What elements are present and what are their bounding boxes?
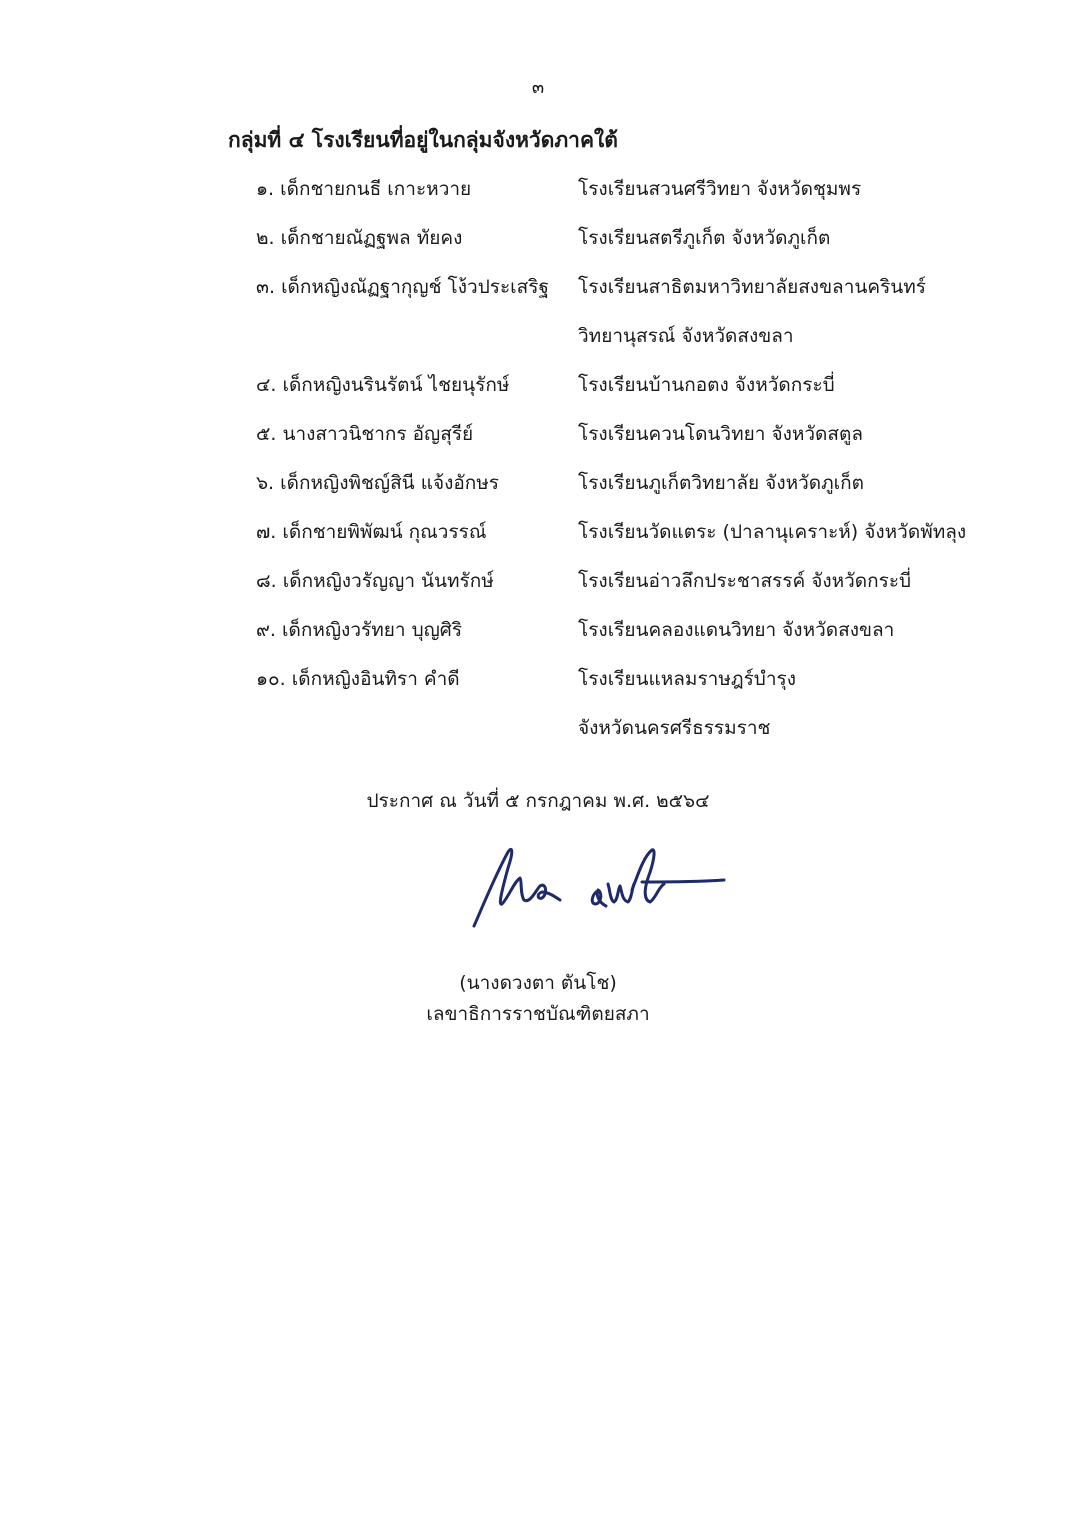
school-name: โรงเรียนสวนศรีวิทยา จังหวัดชุมพร xyxy=(578,178,862,200)
school-name: โรงเรียนสาธิตมหาวิทยาลัยสงขลานครินทร์ xyxy=(578,276,926,298)
announcement-date: ประกาศ ณ วันที่ ๕ กรกฎาคม พ.ศ. ๒๕๖๔ xyxy=(366,790,710,812)
group-heading: กลุ่มที่ ๔ โรงเรียนที่อยู่ในกลุ่มจังหวัดภาคใต้ xyxy=(228,128,618,152)
list-item xyxy=(0,517,1076,547)
school-name: โรงเรียนวัดแตระ (ปาลานุเคราะห์) จังหวัดพัทลุง xyxy=(578,521,967,543)
student-name: ๓. เด็กหญิงณัฏฐากุญช์ โง้วประเสริฐ xyxy=(256,276,549,298)
school-name: โรงเรียนบ้านกอตง จังหวัดกระบี่ xyxy=(578,374,835,396)
signer-name: (นางดวงตา ตันโช) xyxy=(459,972,617,994)
list-item-continuation xyxy=(0,321,1076,351)
list-item xyxy=(0,223,1076,253)
school-name: โรงเรียนแหลมราษฎร์บำรุง xyxy=(578,668,797,690)
student-name: ๘. เด็กหญิงวรัญญา นันทรักษ์ xyxy=(256,570,494,592)
school-name: โรงเรียนคลองแดนวิทยา จังหวัดสงขลา xyxy=(578,619,895,641)
student-name: ๗. เด็กชายพิพัฒน์ กุณวรรณ์ xyxy=(256,521,487,543)
student-name: ๔. เด็กหญิงนรินรัตน์ ไชยนุรักษ์ xyxy=(256,374,510,396)
school-name: โรงเรียนสตรีภูเก็ต จังหวัดภูเก็ต xyxy=(578,227,831,249)
list-item xyxy=(0,174,1076,204)
school-name: โรงเรียนอ่าวลึกประชาสรรค์ จังหวัดกระบี่ xyxy=(578,570,912,592)
signature-image xyxy=(468,838,738,938)
page-number: ๓ xyxy=(531,77,545,98)
signer-title: เลขาธิการราชบัณฑิตยสภา xyxy=(426,1003,650,1025)
school-name-continued: วิทยานุสรณ์ จังหวัดสงขลา xyxy=(578,325,794,347)
list-item xyxy=(0,272,1076,302)
list-item xyxy=(0,468,1076,498)
list-item-continuation xyxy=(0,713,1076,743)
list-item xyxy=(0,370,1076,400)
list-item xyxy=(0,615,1076,645)
student-name: ๙. เด็กหญิงวรัทยา บุญศิริ xyxy=(256,619,463,641)
school-name: โรงเรียนควนโดนวิทยา จังหวัดสตูล xyxy=(578,423,863,445)
student-name: ๖. เด็กหญิงพิชญ์สินี แจ้งอักษร xyxy=(256,472,500,494)
student-name: ๒. เด็กชายณัฏฐพล ทัยคง xyxy=(256,227,463,249)
student-name: ๕. นางสาวนิชากร อัญสุรีย์ xyxy=(256,423,474,445)
student-name: ๑๐. เด็กหญิงอินทิรา คำดี xyxy=(256,668,460,690)
list-item xyxy=(0,566,1076,596)
list-item xyxy=(0,419,1076,449)
student-name: ๑. เด็กชายกนธี เกาะหวาย xyxy=(256,178,472,200)
school-name-continued: จังหวัดนครศรีธรรมราช xyxy=(578,717,771,739)
school-name: โรงเรียนภูเก็ตวิทยาลัย จังหวัดภูเก็ต xyxy=(578,472,864,494)
list-item xyxy=(0,664,1076,694)
